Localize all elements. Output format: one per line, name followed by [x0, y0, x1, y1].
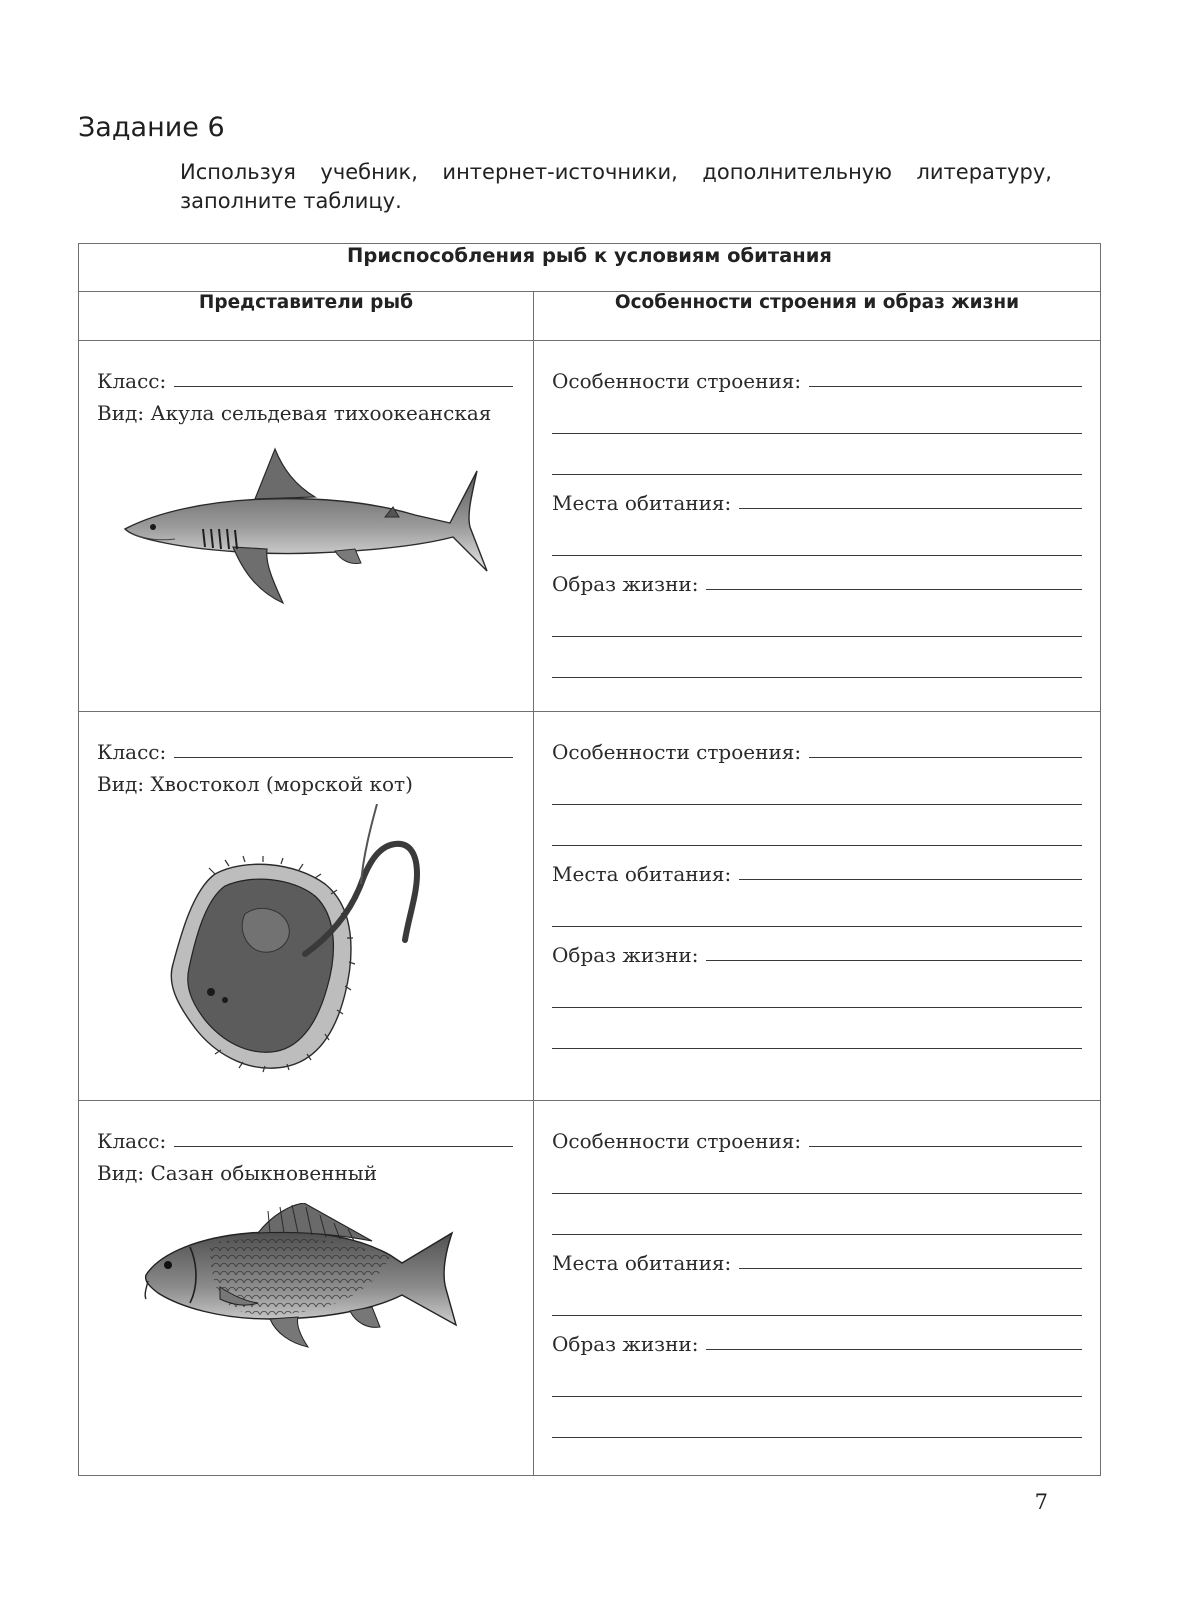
answer-line[interactable] [552, 764, 1082, 805]
habitat-answer-line[interactable] [739, 1268, 1082, 1269]
species-name: Вид: Акула сельдевая тихоокеанская [97, 400, 492, 425]
habitat-answer-line[interactable] [739, 508, 1082, 509]
structure-label: Особенности строения: [552, 1129, 802, 1154]
fish-representative-cell [79, 712, 534, 1101]
lifestyle-field[interactable] [552, 1324, 1082, 1356]
class-field[interactable] [97, 1121, 513, 1153]
structure-answer-line[interactable] [809, 757, 1082, 758]
class-label: Класс: [97, 368, 167, 393]
structure-field[interactable] [552, 1121, 1082, 1153]
stingray-illustration [155, 804, 455, 1076]
answer-line[interactable] [552, 1008, 1082, 1049]
task-title: Задание 6 [78, 112, 225, 143]
lifestyle-answer-line[interactable] [706, 960, 1082, 961]
habitat-answer-line[interactable] [739, 879, 1082, 880]
habitat-label: Места обитания: [552, 862, 732, 887]
habitat-field[interactable] [552, 483, 1082, 515]
fish-representative-cell [79, 1101, 534, 1476]
answer-line[interactable] [552, 805, 1082, 846]
structure-answer-line[interactable] [809, 386, 1082, 387]
lifestyle-answer-line[interactable] [706, 589, 1082, 590]
task-instruction: Используя учебник, интернет-источники, дополнительную литературу, заполните таблицу. [180, 160, 1052, 213]
habitat-label: Места обитания: [552, 1251, 732, 1276]
column-header-features: Особенности строения и образ жизни [534, 292, 1101, 340]
table-row [79, 712, 1101, 1101]
structure-label: Особенности строения: [552, 740, 802, 765]
lifestyle-label: Образ жизни: [552, 1332, 699, 1357]
class-answer-line[interactable] [174, 1146, 513, 1147]
shark-illustration [115, 443, 495, 613]
class-field[interactable] [97, 732, 513, 764]
answer-line[interactable] [552, 1356, 1082, 1397]
lifestyle-field[interactable] [552, 935, 1082, 967]
answer-line[interactable] [552, 886, 1082, 927]
species-name: Вид: Хвостокол (морской кот) [97, 772, 413, 797]
structure-label: Особенности строения: [552, 368, 802, 393]
structure-answer-line[interactable] [809, 1146, 1082, 1147]
lifestyle-answer-line[interactable] [706, 1349, 1082, 1350]
fish-representative-cell [79, 340, 534, 711]
class-answer-line[interactable] [174, 757, 513, 758]
habitat-field[interactable] [552, 1243, 1082, 1275]
carp-illustration [140, 1203, 470, 1353]
answer-line[interactable] [552, 1194, 1082, 1235]
lifestyle-label: Образ жизни: [552, 943, 699, 968]
answer-line[interactable] [552, 637, 1082, 678]
table-title: Приспособления рыб к условиям обитания [79, 244, 1101, 292]
answer-line[interactable] [552, 515, 1082, 556]
column-header-representatives: Представители рыб [79, 292, 534, 340]
answer-line[interactable] [552, 1397, 1082, 1438]
class-field[interactable] [97, 361, 513, 393]
structure-field[interactable] [552, 361, 1082, 393]
answer-line[interactable] [552, 967, 1082, 1008]
lifestyle-label: Образ жизни: [552, 571, 699, 596]
habitat-field[interactable] [552, 854, 1082, 886]
fish-features-cell [534, 712, 1101, 1101]
answer-line[interactable] [552, 434, 1082, 475]
structure-field[interactable] [552, 732, 1082, 764]
answer-line[interactable] [552, 1153, 1082, 1194]
adaptation-table [78, 243, 1101, 1476]
lifestyle-field[interactable] [552, 564, 1082, 596]
class-answer-line[interactable] [174, 386, 513, 387]
class-label: Класс: [97, 1129, 167, 1154]
fish-features-cell [534, 340, 1101, 711]
answer-line[interactable] [552, 596, 1082, 637]
species-name: Вид: Сазан обыкновенный [97, 1161, 378, 1186]
answer-line[interactable] [552, 393, 1082, 434]
class-label: Класс: [97, 740, 167, 765]
page-number: 7 [1034, 1490, 1048, 1514]
answer-line[interactable] [552, 1275, 1082, 1316]
habitat-label: Места обитания: [552, 490, 732, 515]
table-row [79, 1101, 1101, 1476]
table-row [79, 340, 1101, 711]
fish-features-cell [534, 1101, 1101, 1476]
